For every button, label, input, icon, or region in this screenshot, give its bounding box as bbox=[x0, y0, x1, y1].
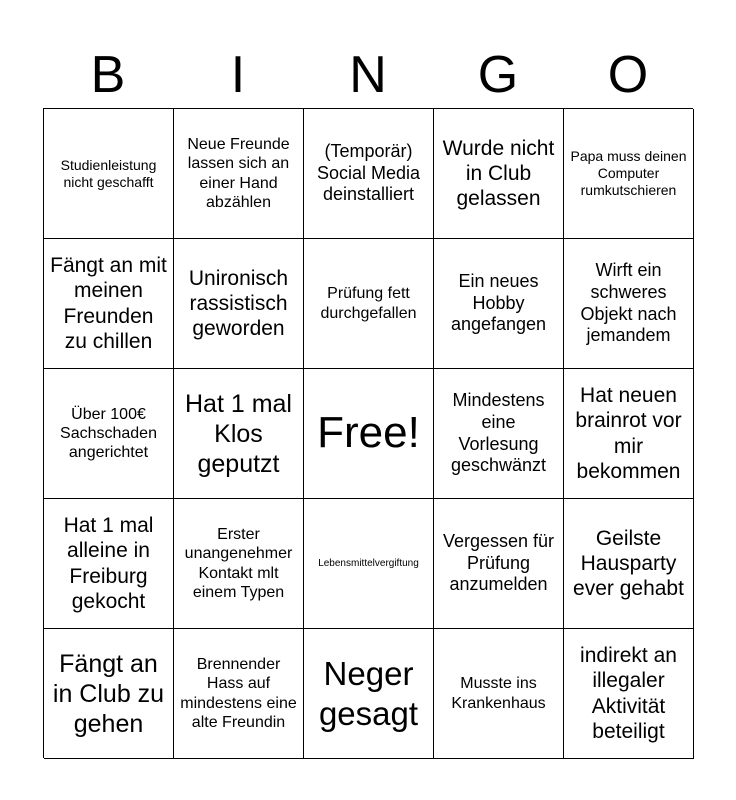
bingo-cell[interactable]: Prüfung fett durchgefallen bbox=[304, 239, 434, 369]
bingo-cell[interactable]: Papa muss deinen Computer rumkutschieren bbox=[564, 109, 694, 239]
free-space-cell[interactable]: Free! bbox=[304, 369, 434, 499]
header-letter-g: G bbox=[477, 46, 519, 104]
header-letter-n: N bbox=[349, 46, 387, 104]
bingo-board bbox=[43, 108, 693, 758]
bingo-cell[interactable]: Lebensmittelvergiftung bbox=[304, 499, 434, 629]
bingo-cell[interactable]: Über 100€ Sachschaden angerichtet bbox=[44, 369, 174, 499]
bingo-cell[interactable]: Hat neuen brainrot vor mir bekommen bbox=[564, 369, 694, 499]
bingo-header bbox=[43, 42, 693, 108]
bingo-cell[interactable]: Hat 1 mal alleine in Freiburg gekocht bbox=[44, 499, 174, 629]
bingo-cell[interactable]: Wurde nicht in Club gelassen bbox=[434, 109, 564, 239]
header-letter-b: B bbox=[90, 46, 126, 104]
bingo-cell[interactable]: Geilste Hausparty ever gehabt bbox=[564, 499, 694, 629]
bingo-cell[interactable]: indirekt an illegaler Aktivität beteiligt bbox=[564, 629, 694, 759]
bingo-cell[interactable]: Vergessen für Prüfung anzumelden bbox=[434, 499, 564, 629]
bingo-cell[interactable]: Musste ins Krankenhaus bbox=[434, 629, 564, 759]
bingo-cell[interactable]: Studienleistung nicht geschafft bbox=[44, 109, 174, 239]
bingo-cell[interactable]: Ein neues Hobby angefangen bbox=[434, 239, 564, 369]
bingo-cell[interactable]: Brennender Hass auf mindestens eine alte Freundin bbox=[174, 629, 304, 759]
bingo-cell[interactable]: Fängt an in Club zu gehen bbox=[44, 629, 174, 759]
header-letter-i: I bbox=[230, 46, 246, 104]
bingo-cell[interactable]: Fängt an mit meinen Freunden zu chillen bbox=[44, 239, 174, 369]
bingo-cell[interactable]: (Temporär) Social Media deinstalliert bbox=[304, 109, 434, 239]
bingo-cell[interactable]: Unironisch rassistisch geworden bbox=[174, 239, 304, 369]
header-letter-o: O bbox=[607, 46, 649, 104]
bingo-cell[interactable]: Neger gesagt bbox=[304, 629, 434, 759]
bingo-cell[interactable]: Neue Freunde lassen sich an einer Hand abzählen bbox=[174, 109, 304, 239]
bingo-cell[interactable]: Wirft ein schweres Objekt nach jemandem bbox=[564, 239, 694, 369]
bingo-cell[interactable]: Mindestens eine Vorlesung geschwänzt bbox=[434, 369, 564, 499]
bingo-cell[interactable]: Hat 1 mal Klos geputzt bbox=[174, 369, 304, 499]
bingo-cell[interactable]: Erster unangenehmer Kontakt mlt einem Typen bbox=[174, 499, 304, 629]
